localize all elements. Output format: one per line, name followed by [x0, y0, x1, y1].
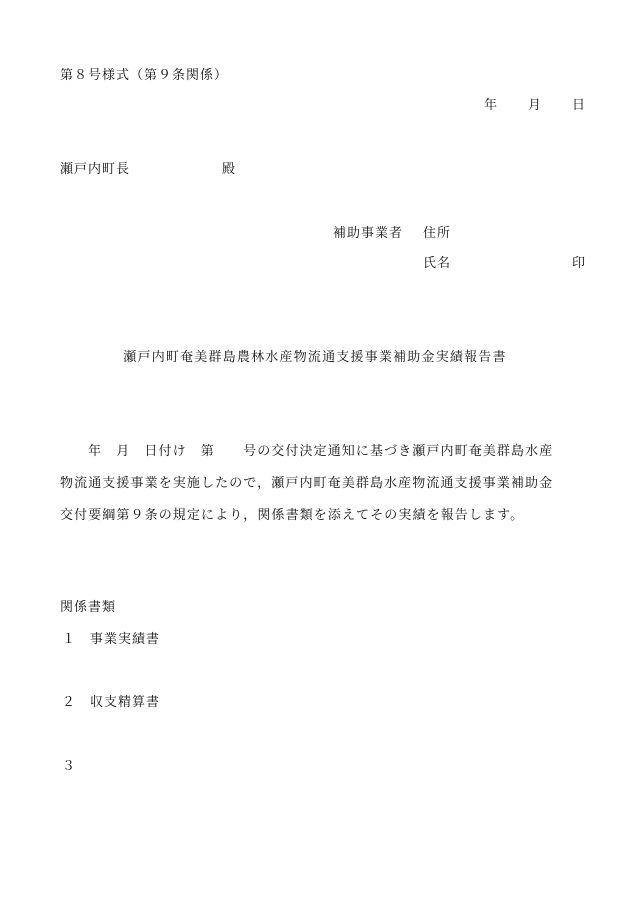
addressee-honorific: 殿: [222, 162, 237, 177]
item-number: ２: [62, 695, 77, 710]
item-label: 収支精算書: [90, 695, 161, 710]
related-document-item: [62, 632, 160, 648]
address-label: 住所: [423, 226, 452, 241]
body-line: [60, 436, 592, 468]
addressee-name: 瀬戸内町長: [60, 162, 131, 177]
form-number: 第８号様式（第９条関係）: [60, 68, 229, 83]
document-title: 瀬戸内町奄美群島農林水産物流通支援事業補助金実績報告書: [123, 350, 507, 365]
related-document-item: [62, 695, 160, 711]
date-year-label: 年: [483, 98, 498, 113]
date-line: [484, 98, 586, 114]
date-day-label: 日: [571, 98, 586, 113]
item-number: １: [62, 632, 77, 647]
related-documents-heading: 関係書類: [60, 600, 117, 615]
applicant-label: 補助事業者: [333, 226, 404, 241]
related-document-item: [62, 759, 90, 775]
name-label: 氏名: [423, 256, 452, 271]
body-text: [60, 436, 592, 532]
item-number: ３: [62, 759, 77, 774]
item-label: 事業実績書: [90, 632, 161, 647]
body-line-2: 物流通支援事業を実施したので，瀬戸内町奄美群島水産物流通支援事業補助金: [60, 476, 554, 491]
date-month-label: 月: [527, 98, 542, 113]
body-line-3: 交付要綱第９条の規定により，関係書類を添えてその実績を報告します。: [60, 508, 525, 523]
addressee: [60, 162, 236, 178]
body-line-1: 年 月 日付け 第 号の交付決定通知に基づき瀬戸内町奄美群島水産: [88, 444, 554, 459]
seal-label: 印: [572, 256, 587, 271]
